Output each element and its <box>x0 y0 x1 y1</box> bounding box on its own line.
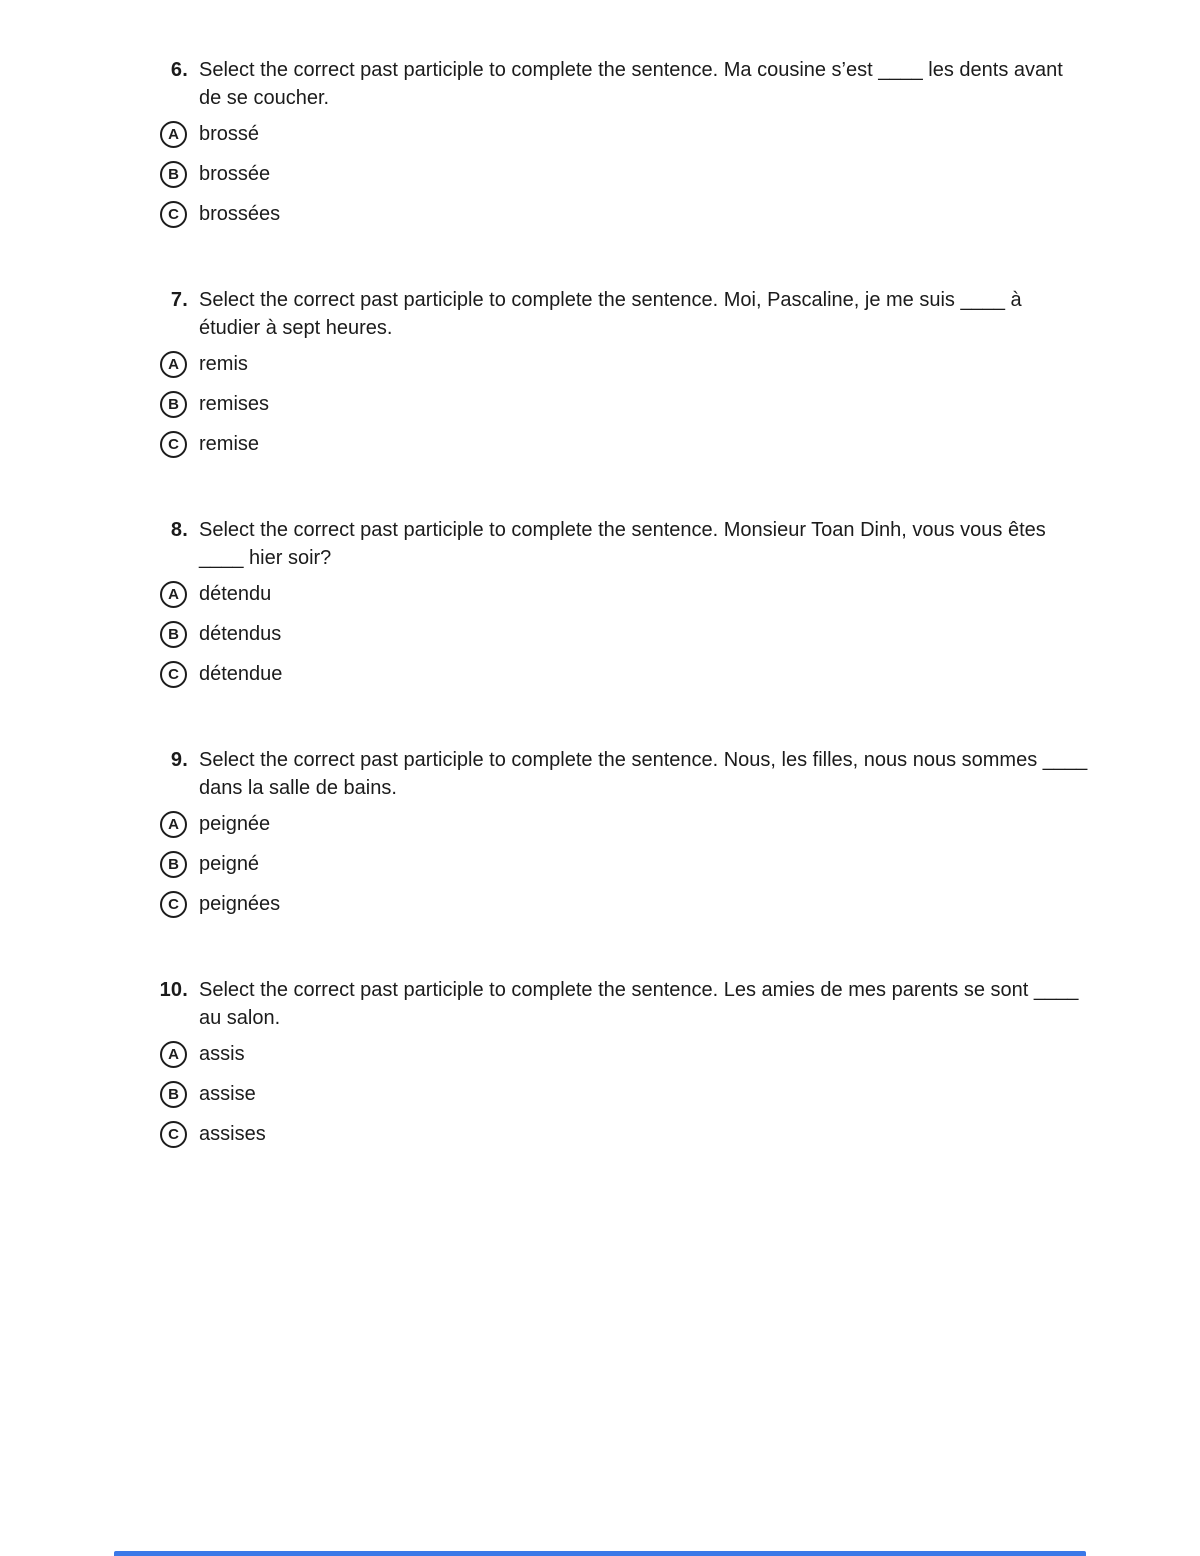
option-label: détendue <box>199 663 283 685</box>
option-bubble-c[interactable] <box>160 1121 187 1148</box>
option-bubble-a[interactable] <box>160 1041 187 1068</box>
option-letter: C <box>168 436 179 453</box>
answer-option-a[interactable] <box>160 121 1088 148</box>
option-letter: B <box>168 396 179 413</box>
option-label: peigné <box>199 853 260 875</box>
answer-option-a[interactable] <box>160 811 1088 838</box>
option-letter: B <box>168 626 179 643</box>
option-label: brossé <box>199 123 260 145</box>
option-bubble-b[interactable] <box>160 391 187 418</box>
answer-options <box>140 581 1088 688</box>
question-block-10 <box>140 976 1088 1148</box>
option-bubble-a[interactable] <box>160 351 187 378</box>
option-label: remis <box>199 353 248 375</box>
question-block-7 <box>140 286 1088 458</box>
option-bubble-b[interactable] <box>160 1081 187 1108</box>
question-text: Select the correct past participle to complete the sentence. Monsieur Toan Dinh, vous vous êtes ____ hier soir? <box>199 519 1046 569</box>
option-label: assise <box>199 1083 256 1105</box>
question-head <box>140 286 1088 342</box>
answer-options <box>140 811 1088 918</box>
question-block-9 <box>140 746 1088 918</box>
option-label: assis <box>199 1043 245 1065</box>
option-bubble-a[interactable] <box>160 121 187 148</box>
question-text: Select the correct past participle to complete the sentence. Ma cousine s’est ____ les dents avant de se coucher. <box>199 59 1063 109</box>
answer-option-b[interactable] <box>160 1081 1088 1108</box>
question-head <box>140 56 1088 112</box>
answer-option-c[interactable] <box>160 1121 1088 1148</box>
question-block-6 <box>140 56 1088 228</box>
option-letter: B <box>168 1086 179 1103</box>
answer-option-c[interactable] <box>160 201 1088 228</box>
answer-option-c[interactable] <box>160 661 1088 688</box>
option-letter: B <box>168 166 179 183</box>
answer-option-c[interactable] <box>160 891 1088 918</box>
question-head <box>140 516 1088 572</box>
question-text: Select the correct past participle to complete the sentence. Les amies de mes parents se sont ____ au salon. <box>199 979 1079 1029</box>
page-bottom-accent-bar <box>114 1551 1086 1556</box>
answer-options <box>140 351 1088 458</box>
option-bubble-b[interactable] <box>160 851 187 878</box>
question-block-8 <box>140 516 1088 688</box>
option-letter: A <box>168 126 179 143</box>
option-label: peignées <box>199 893 281 915</box>
option-label: détendus <box>199 623 282 645</box>
option-bubble-b[interactable] <box>160 621 187 648</box>
question-number: 8. <box>170 519 188 541</box>
option-letter: C <box>168 666 179 683</box>
answer-option-a[interactable] <box>160 351 1088 378</box>
option-letter: B <box>168 856 179 873</box>
option-label: brossée <box>199 163 271 185</box>
question-number: 10. <box>159 979 188 1001</box>
question-number: 6. <box>170 59 188 81</box>
option-letter: A <box>168 1046 179 1063</box>
option-letter: C <box>168 896 179 913</box>
option-label: assises <box>199 1123 266 1145</box>
option-letter: C <box>168 1126 179 1143</box>
option-bubble-a[interactable] <box>160 581 187 608</box>
option-label: peignée <box>199 813 271 835</box>
answer-option-b[interactable] <box>160 161 1088 188</box>
question-text: Select the correct past participle to complete the sentence. Nous, les filles, nous nous sommes ____ dans la salle de bains. <box>199 749 1088 799</box>
question-head <box>140 746 1088 802</box>
question-number: 7. <box>170 289 188 311</box>
option-label: remise <box>199 433 260 455</box>
option-bubble-b[interactable] <box>160 161 187 188</box>
question-text: Select the correct past participle to complete the sentence. Moi, Pascaline, je me suis ____ à étudier à sept heures. <box>199 289 1022 339</box>
option-letter: A <box>168 816 179 833</box>
option-bubble-a[interactable] <box>160 811 187 838</box>
answer-option-a[interactable] <box>160 1041 1088 1068</box>
option-letter: A <box>168 586 179 603</box>
answer-option-b[interactable] <box>160 851 1088 878</box>
option-bubble-c[interactable] <box>160 201 187 228</box>
option-label: détendu <box>199 583 272 605</box>
option-label: brossées <box>199 203 281 225</box>
answer-options <box>140 121 1088 228</box>
option-label: remises <box>199 393 270 415</box>
answer-options <box>140 1041 1088 1148</box>
answer-option-a[interactable] <box>160 581 1088 608</box>
option-letter: A <box>168 356 179 373</box>
option-letter: C <box>168 206 179 223</box>
answer-option-b[interactable] <box>160 391 1088 418</box>
question-head <box>140 976 1088 1032</box>
option-bubble-c[interactable] <box>160 431 187 458</box>
answer-option-c[interactable] <box>160 431 1088 458</box>
answer-option-b[interactable] <box>160 621 1088 648</box>
option-bubble-c[interactable] <box>160 891 187 918</box>
question-number: 9. <box>170 749 188 771</box>
option-bubble-c[interactable] <box>160 661 187 688</box>
